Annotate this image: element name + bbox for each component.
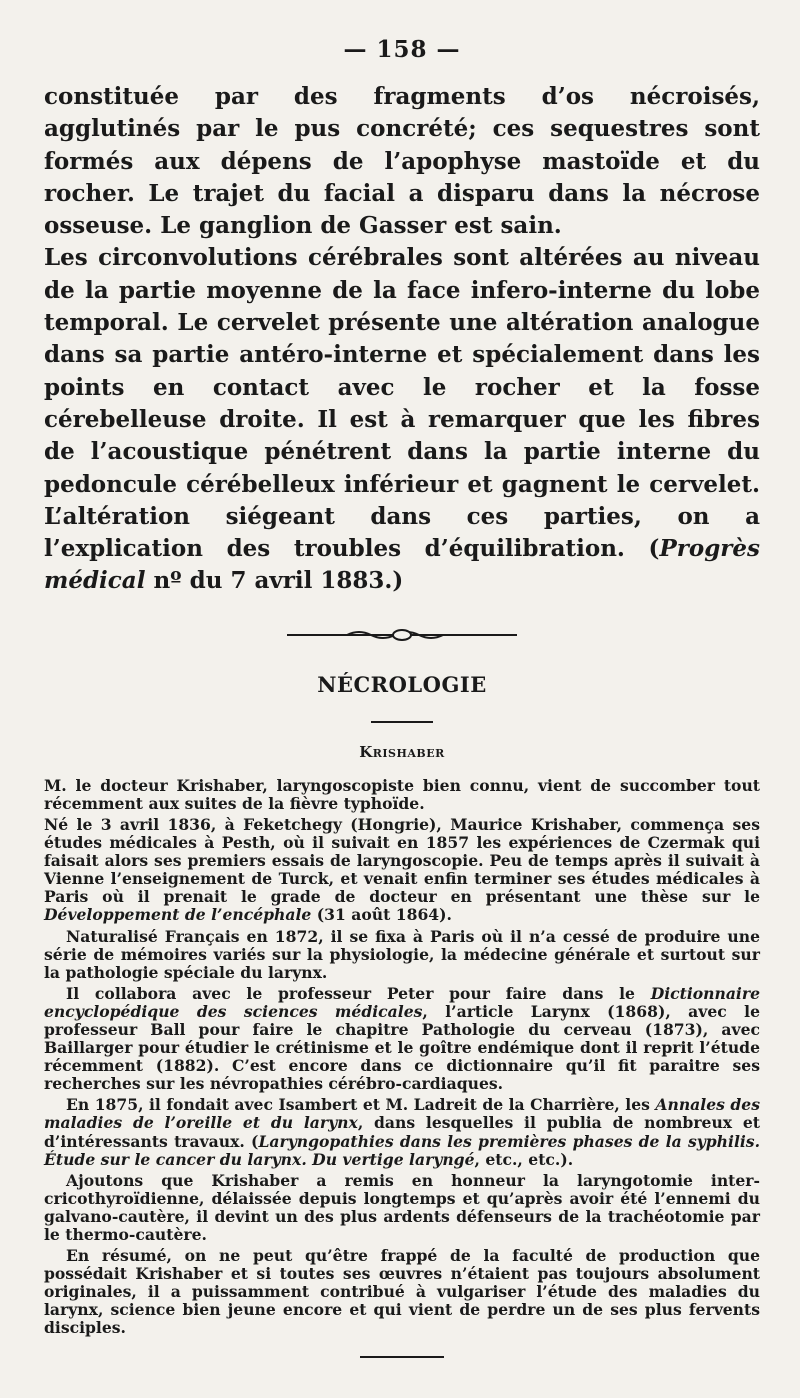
obituary-paragraph-6: Ajoutons que Krishaber a remis en honneur la laryngotomie inter-cricothyroïdienne, délaissée depuis longtemps et qu’après avoir été l’ennemi du galvano-cautère, il devint un des plus ardents défenseurs de la trachéotomie par le thermo-cautère. xyxy=(44,1170,760,1244)
body-text-top xyxy=(44,81,760,598)
title-rule xyxy=(371,721,433,723)
p5-annales-title: Annales des maladies de l’oreille et du larynx xyxy=(44,1095,760,1133)
obituary-paragraph-5 xyxy=(44,1096,760,1168)
ornament-divider xyxy=(287,628,517,642)
p5-text-c: , etc., etc.). xyxy=(474,1149,574,1169)
citation-open: ( xyxy=(648,535,660,563)
obituary-text xyxy=(44,777,760,1338)
paragraph-autopsy-text: Les circonvolutions cérébrales sont altérées au niveau de la partie moyenne de la face infero-interne du lobe temporal. Le cervelet présente une altération analogue dans sa partie antéro-interne et spécialement dans les points en contact avec le rocher et la fosse cérebelleuse droite. Il est à remarquer que les fibres de l’acoustique pénétrent dans la partie interne du pedoncule cérébelleux inférieur et gagnent le cervelet. L’altération siégeant dans ces parties, on a l’explication des troubles d’équilibration. xyxy=(44,244,760,563)
page xyxy=(44,0,760,1358)
paragraph-continued: constituée par des fragments d’os nécroisés, agglutinés par le pus concrété; ces sequestres sont formés aux dépens de l’apophyse mastoïde et du rocher. Le trajet du facial a disparu dans la nécrose osseuse. Le ganglion de Gasser est sain. xyxy=(44,83,760,240)
p2-thesis-title: Développement de l’encéphale xyxy=(44,905,312,925)
p5-text-b: , dans lesquelles il publia de nombreux et d’intéressants travaux. ( xyxy=(44,1113,761,1151)
citation-journal: Progrès médical xyxy=(44,535,760,595)
obituary-paragraph-1: M. le docteur Krishaber, laryngoscopiste bien connu, vient de succomber tout récemment aux suites de la fièvre typhoïde. xyxy=(44,775,760,813)
p2-text-a: Né le 3 avril 1836, à Feketchegy (Hongrie), Maurice Krishaber, commença ses études médicales à Pesth, où il suivait en 1857 les expériences de Czermak qui faisait alors ses premiers essais de laryngoscopie. Peu de temps après il suivait à Vienne l’enseignement de Turck, et venait enfin terminer ses études médicales à Paris où il prenait le grade de docteur en présentant une thèse sur le xyxy=(44,814,760,907)
obituary-paragraph-3: Naturalisé Français en 1872, il se fixa à Paris où il n’a cessé de produire une série de mémoires variés sur la physiologie, la médecine générale et surtout sur la pathologie spéciale du larynx. xyxy=(44,926,760,982)
citation-rest: nº du 7 avril 1883.) xyxy=(145,567,404,595)
p4-text-b: , l’article Larynx (1868), avec le professeur Ball pour faire le chapitre Pathologie du cerveau (1873), avec Baillarger pour étudier le crétinisme et le goître endémique dont il reprit l’étude récemment (1882). C’est encore dans ce dictionnaire qu’il fit paraitre ses recherches sur les névropathies cérébro-cardiaques. xyxy=(44,1001,761,1094)
p2-text-b: (31 août 1864). xyxy=(311,905,452,925)
p5-text-a: En 1875, il fondait avec Isambert et M. Ladreit de la Charrière, les xyxy=(66,1095,656,1115)
p5-works-titles: Laryngopathies dans les premières phases de la syphilis. Étude sur le cancer du larynx. Du vertige laryngé xyxy=(44,1131,760,1169)
obituary-paragraph-2 xyxy=(44,816,760,925)
obituary-paragraph-7: En résumé, on ne peut qu’être frappé de la faculté de production que possédait Krishaber et si toutes ses œuvres n’étaient pas toujours absolument originales, il a puissamment contribué à vulgariser l’étude des maladies du larynx, science bien jeune encore et qui vient de perdre un de ses plus fervents disciples. xyxy=(44,1246,760,1338)
subtitle: Krishaber xyxy=(359,742,445,761)
section-title: NÉCROLOGIE xyxy=(317,671,487,697)
paragraph-autopsy xyxy=(44,242,760,597)
page-number: — 158 — xyxy=(343,36,461,63)
end-rule xyxy=(360,1356,444,1358)
p4-text-a: Il collabora avec le professeur Peter pour faire dans le xyxy=(66,983,651,1003)
p4-dictionary-title: Dictionnaire encyclopédique des sciences médicales xyxy=(44,983,760,1021)
obituary-paragraph-4 xyxy=(44,985,760,1094)
